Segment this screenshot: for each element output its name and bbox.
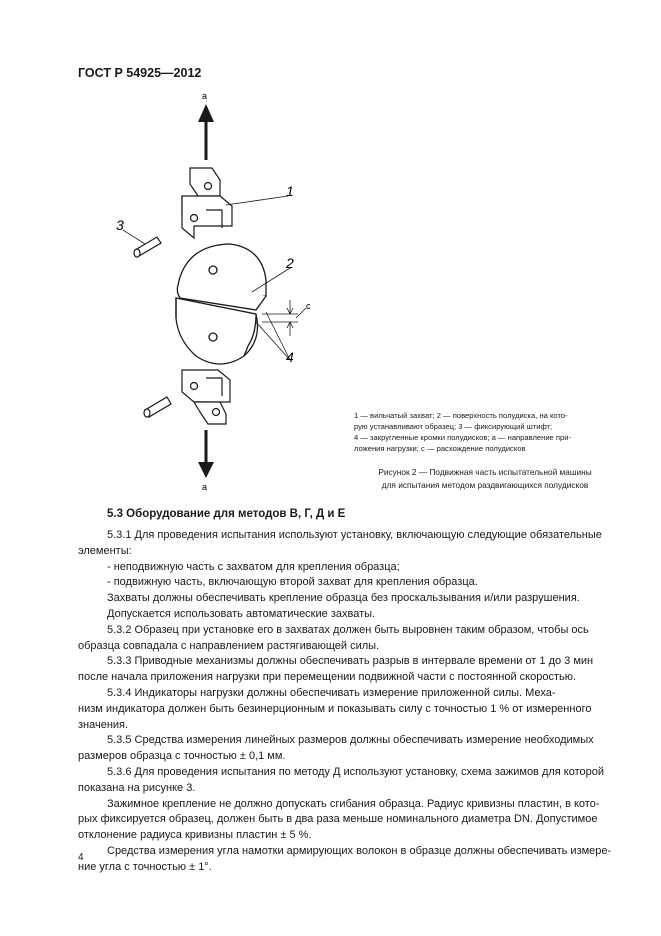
paragraph-line: 5.3.1 Для проведения испытания используют установку, включающую следующие обязательные <box>107 529 602 541</box>
legend-line: ложения нагрузки; с — расхождение полудисков <box>354 444 526 453</box>
label-2: 2 <box>286 255 294 271</box>
label-1: 1 <box>286 183 294 199</box>
list-item: - неподвижную часть с захватом для крепления образца; <box>107 560 400 573</box>
caption-line: для испытания методом раздвигающихся полудисков <box>381 480 589 490</box>
paragraph-line: 5.3.5 Средства измерения линейных размеров должны обеспечивать измерение необходимых <box>107 734 594 747</box>
fixing-pin-lower <box>144 397 171 417</box>
label-4: 4 <box>286 349 294 365</box>
section-heading: 5.3 Оборудование для методов В, Г, Д и Е <box>107 508 346 520</box>
fork-grip-top <box>182 168 232 238</box>
label-3: 3 <box>116 217 124 233</box>
list-item: - подвижную часть, включающую второй захват для крепления образца. <box>107 576 478 589</box>
paragraph-line: размеров образца с точностью ± 0,1 мм. <box>78 750 286 763</box>
paragraph-line: 5.3.4 Индикаторы нагрузки должны обеспечивать измерение приложенной силы. Меха- <box>107 686 556 699</box>
leader-4 <box>256 312 290 360</box>
paragraph-line: показана на рисунке 3. <box>78 781 196 794</box>
paragraph-line: 5.3.3 Приводные механизмы должны обеспечивать разрыв в интервале времени от 1 до 3 мин <box>107 655 594 668</box>
load-arrow-bottom <box>198 430 214 478</box>
leader-3 <box>123 230 145 244</box>
paragraph-line: Зажимное крепление не должно допускать сгибания образца. Радиус кривизны пластин, в кото- <box>107 797 600 810</box>
paragraph-line: после начала приложения нагрузки при перемещении подвижной части с постоянной скоростью. <box>78 671 577 684</box>
leader-1 <box>226 196 288 205</box>
figure-caption <box>354 466 616 492</box>
label-a-bottom: а <box>202 482 208 492</box>
document-header: ГОСТ Р 54925—2012 <box>78 66 202 80</box>
paragraph-line: рых фиксируется образец, должен быть в два раза меньше номинального диаметра DN. Допустимое <box>78 813 598 826</box>
legend-line: 4 — закругленные кромки полудисков; а — направление при- <box>354 433 571 442</box>
paragraph-line: Захваты должны обеспечивать крепление образца без проскальзывания и/или разрушения. <box>107 592 580 605</box>
caption-line: Рисунок 2 — Подвижная часть испытательной машины <box>378 467 592 477</box>
half-discs <box>176 244 266 364</box>
paragraph-line: низм индикатора должен быть безинерционным и показывать силу с точностью 1 % от измеренного <box>78 702 592 715</box>
body-text <box>78 528 615 876</box>
paragraph-line: 5.3.2 Образец при установке его в захватах должен быть выровнен таким образом, чтобы ось <box>107 623 589 636</box>
paragraph-line: 5.3.6 Для проведения испытания по методу Д используют установку, схема зажимов для которой <box>107 765 605 778</box>
paragraph-line: Допускается использовать автоматические захваты. <box>107 607 376 620</box>
paragraph-line: Средства измерения угла намотки армирующих волокон в образце должны обеспечивать измере- <box>107 844 612 857</box>
figure-legend <box>354 410 614 454</box>
paragraph-line: образца совпадала с направлением растягивающей силы. <box>78 639 380 652</box>
paragraph-line: элементы: <box>78 544 132 557</box>
paragraph-line: значения. <box>78 718 129 731</box>
label-c: c <box>306 301 311 311</box>
legend-line: 1 — вильчатый захват; 2 — поверхность полудиска, на кото- <box>354 411 568 420</box>
fork-grip-bottom <box>182 370 230 424</box>
label-a-top: а <box>202 91 208 101</box>
legend-line: рую устанавливают образец; 3 — фиксирующий штифт; <box>354 422 553 431</box>
page-number: 4 <box>78 852 84 863</box>
load-arrow-top <box>198 104 214 160</box>
paragraph-line: ние угла с точностью ± 1°. <box>78 860 212 873</box>
paragraph-line: отклонение радиуса кривизны пластин ± 5 %. <box>78 829 312 842</box>
